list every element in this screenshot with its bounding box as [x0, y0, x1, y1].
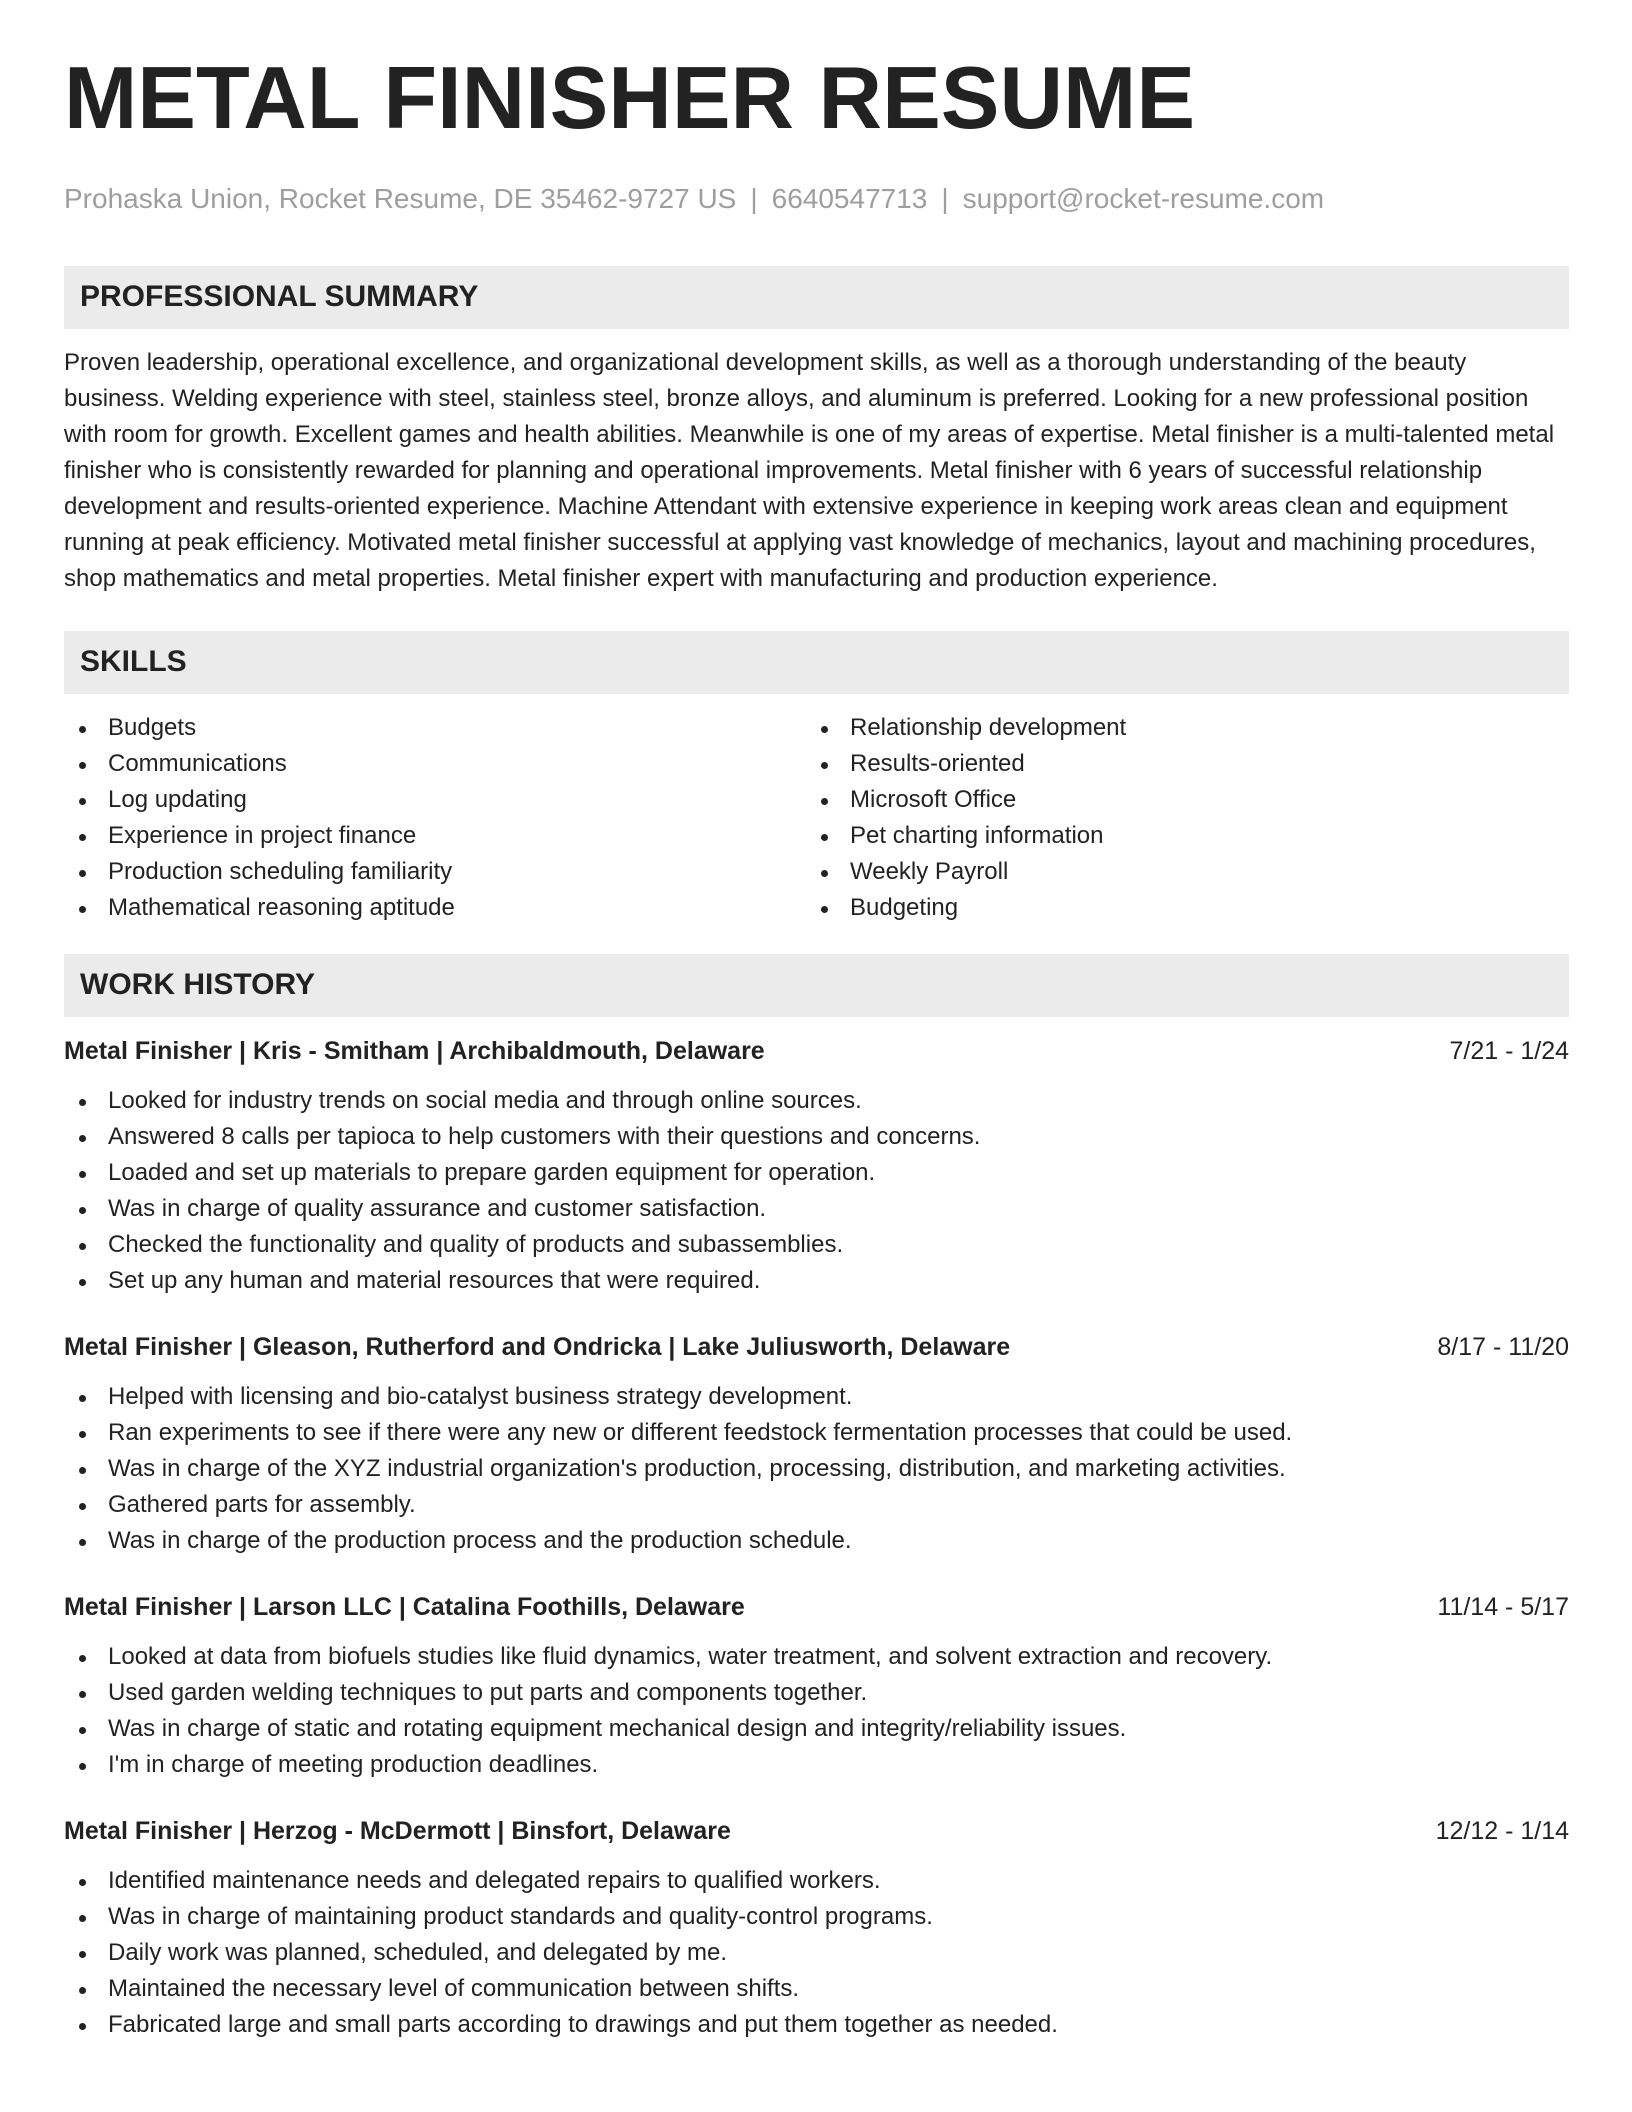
job-dates: 12/12 - 1/14	[1435, 1816, 1569, 1845]
job-bullet: Was in charge of maintaining product standards and quality-control programs.	[64, 1899, 1569, 1935]
job-bullet: Checked the functionality and quality of products and subassemblies.	[64, 1227, 1569, 1263]
skill-item: Budgeting	[806, 890, 1126, 926]
job-bullet: Helped with licensing and bio-catalyst business strategy development.	[64, 1379, 1569, 1415]
job-bullet: I'm in charge of meeting production deadlines.	[64, 1747, 1569, 1783]
job-dates: 8/17 - 11/20	[1437, 1332, 1569, 1361]
job-header	[64, 1589, 1569, 1625]
job-bullet: Loaded and set up materials to prepare garden equipment for operation.	[64, 1155, 1569, 1191]
skills-list	[64, 710, 1569, 926]
contact-phone: 6640547713	[771, 183, 928, 214]
job-entry	[64, 1813, 1569, 2043]
job-bullet: Gathered parts for assembly.	[64, 1487, 1569, 1523]
skills-column-right	[806, 710, 1126, 926]
job-dates: 11/14 - 5/17	[1437, 1592, 1569, 1621]
skill-item: Communications	[64, 746, 806, 782]
skills-heading: SKILLS	[64, 631, 1569, 694]
job-bullet: Maintained the necessary level of communication between shifts.	[64, 1971, 1569, 2007]
job-bullet: Used garden welding techniques to put parts and components together.	[64, 1675, 1569, 1711]
job-entry	[64, 1033, 1569, 1299]
contact-email: support@rocket-resume.com	[962, 183, 1325, 214]
skill-item: Results-oriented	[806, 746, 1126, 782]
contact-separator: |	[750, 183, 758, 214]
job-dates: 7/21 - 1/24	[1449, 1036, 1569, 1065]
job-bullets	[64, 1379, 1569, 1559]
skills-column-left	[64, 710, 806, 926]
job-bullet: Was in charge of static and rotating equipment mechanical design and integrity/reliability issues.	[64, 1711, 1569, 1747]
job-title: Metal Finisher | Gleason, Rutherford and Ondricka | Lake Juliusworth, Delaware	[64, 1332, 1011, 1361]
summary-text: Proven leadership, operational excellence, and organizational development skills, as well as a thorough understanding of the beauty business. Welding experience with steel, stainless steel, bronze alloys, and aluminum is preferred. Looking for a new professional position with room for growth. Excellent games and health abilities. Meanwhile is one of my areas of expertise. Metal finisher is a multi-talented metal finisher who is consistently rewarded for planning and operational improvements. Metal finisher with 6 years of successful relationship development and results-oriented experience. Machine Attendant with extensive experience in keeping work areas clean and equipment running at peak efficiency. Motivated metal finisher successful at applying vast knowledge of mechanics, layout and machining procedures, shop mathematics and metal properties. Metal finisher expert with manufacturing and production experience.	[64, 348, 1555, 592]
job-title: Metal Finisher | Kris - Smitham | Archibaldmouth, Delaware	[64, 1036, 765, 1065]
skill-item: Weekly Payroll	[806, 854, 1126, 890]
job-bullet: Fabricated large and small parts according to drawings and put them together as needed.	[64, 2007, 1569, 2043]
contact-line	[64, 182, 1569, 216]
job-entry	[64, 1329, 1569, 1559]
job-bullets	[64, 1639, 1569, 1783]
job-header	[64, 1813, 1569, 1849]
job-bullet: Looked at data from biofuels studies like fluid dynamics, water treatment, and solvent extraction and recovery.	[64, 1639, 1569, 1675]
skill-item: Experience in project finance	[64, 818, 806, 854]
summary-heading: PROFESSIONAL SUMMARY	[64, 266, 1569, 329]
job-title: Metal Finisher | Herzog - McDermott | Binsfort, Delaware	[64, 1816, 731, 1845]
job-bullets	[64, 1863, 1569, 2043]
skill-item: Pet charting information	[806, 818, 1126, 854]
skill-item: Microsoft Office	[806, 782, 1126, 818]
skill-item: Mathematical reasoning aptitude	[64, 890, 806, 926]
job-bullet: Answered 8 calls per tapioca to help customers with their questions and concerns.	[64, 1119, 1569, 1155]
work-history-heading: WORK HISTORY	[64, 954, 1569, 1017]
job-bullet: Identified maintenance needs and delegated repairs to qualified workers.	[64, 1863, 1569, 1899]
contact-separator: |	[941, 183, 949, 214]
skill-item: Budgets	[64, 710, 806, 746]
skill-item: Relationship development	[806, 710, 1126, 746]
contact-address: Prohaska Union, Rocket Resume, DE 35462-9727 US	[64, 183, 737, 214]
job-bullet: Was in charge of the production process and the production schedule.	[64, 1523, 1569, 1559]
job-entry	[64, 1589, 1569, 1783]
job-bullet: Was in charge of quality assurance and customer satisfaction.	[64, 1191, 1569, 1227]
job-bullet: Daily work was planned, scheduled, and delegated by me.	[64, 1935, 1569, 1971]
job-bullet: Looked for industry trends on social media and through online sources.	[64, 1083, 1569, 1119]
job-bullet: Was in charge of the XYZ industrial organization's production, processing, distribution, and marketing activities.	[64, 1451, 1569, 1487]
job-title: Metal Finisher | Larson LLC | Catalina Foothills, Delaware	[64, 1592, 745, 1621]
job-bullet: Ran experiments to see if there were any new or different feedstock fermentation processes that could be used.	[64, 1415, 1569, 1451]
resume-title: METAL FINISHER RESUME	[64, 48, 1196, 147]
job-header	[64, 1329, 1569, 1365]
job-header	[64, 1033, 1569, 1069]
job-bullets	[64, 1083, 1569, 1299]
job-bullet: Set up any human and material resources that were required.	[64, 1263, 1569, 1299]
skill-item: Log updating	[64, 782, 806, 818]
skill-item: Production scheduling familiarity	[64, 854, 806, 890]
